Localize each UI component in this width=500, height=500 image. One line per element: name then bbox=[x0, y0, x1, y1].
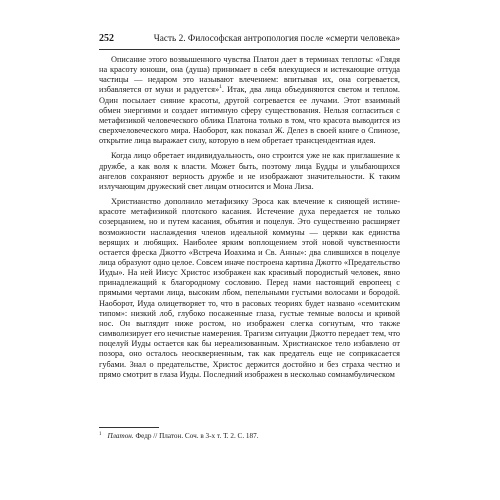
paragraph-3: Христианство дополнило метафизику Эроса как влечение к сияющей истине-красоте метафизикой плотского касания. Истечение духа передается не только созерцанием, но и путем касания, объятия и поцелуя. Это существенно расширяет возможности наслаждения членов идеальной коммуны — церкви как единства верящих и любящих. Наиболее ярким воплощением этой новой чувственности остается фреска Джотто «Встреча Иоахима и Св. Анны»: два слившихся в поцелуе лица образуют одно целое. Совсем иначе построена картина Джотто «Предательство Иуды». На ней Иисус Христос изображен как красивый породистый человек, явно принадлежащий к благородному сословию. Перед нами настоящий европеец с прямыми чертами лица, высоким лбом, пепельными густыми волосами и бородой. Наоборот, Иуда олицетворяет то, что в расовых теориях будет названо «семитским типом»: низкий лоб, глубоко посаженные глаза, густые темные волосы и кривой нос. Он выглядит ниже ростом, но изображен слегка согнутым, что также символизирует его нечистые намерения. Трагизм ситуации Джотто передает тем, что поцелуй Иуды остается как бы нереализованным. Христианское тело избавлено от позора, оно осталось неоскверненным, так как предатель еще не соприкасается губами. Знал о предательстве, Христос держится достойно и без страха честно и прямо смотрит в глаза Иуды. Последний изображен в несколько сомнамбулическом bbox=[99, 197, 400, 379]
footnote-number: 1 bbox=[99, 431, 102, 437]
body-text bbox=[99, 55, 400, 380]
paragraph-2: Когда лицо обретает индивидуальность, оно строится уже не как приглашение к дружбе, а как воля к власти. Может быть, поэтому лица Будды и улыбающихся ангелов сохраняют верность дружбе и не изображают значительности. К таким излучающим дружеский свет лицам относится и Мона Лиза. bbox=[99, 151, 400, 191]
paragraph-1-tail: . Итак, два лица объединяются светом и теплом. Один посылает сияние красоты, другой согревается ее лучами. Этот взаимный обмен энергиями и создает интимную сферу существования. Нельзя согласиться с метафизикой человеческого облика Платона только в том, что красота выводится из сверхчеловеческого мира. Наоборот, как показал Ж. Делез в своей книге о Спинозе, открытие лица выражает силу, которую в нем обретает трансцендентная идея. bbox=[99, 85, 400, 146]
paragraph-1 bbox=[99, 55, 400, 146]
footnote-rule bbox=[99, 427, 159, 428]
page-header bbox=[99, 33, 400, 47]
paragraph-1-text: Описание этого возвышенного чувства Платон дает в терминах теплоты: «Глядя на красоту юноши, она (душа) принимает в себя влекущиеся и истекающие оттуда частицы — недаром это называют влечением: впитывая их, она согревается, избавляется от муки и радуется» bbox=[99, 55, 400, 95]
footnote-text: Федр // Платон. Соч. в 3-х т. Т. 2. С. 187. bbox=[133, 432, 259, 440]
footnote-reference: 1 bbox=[219, 84, 222, 91]
running-head: Часть 2. Философская антропология после «смерти человека» bbox=[153, 34, 400, 44]
page-number: 252 bbox=[99, 33, 114, 44]
footnote-author: Платон. bbox=[107, 432, 134, 440]
header-rule bbox=[99, 49, 400, 50]
footnote bbox=[99, 432, 400, 441]
